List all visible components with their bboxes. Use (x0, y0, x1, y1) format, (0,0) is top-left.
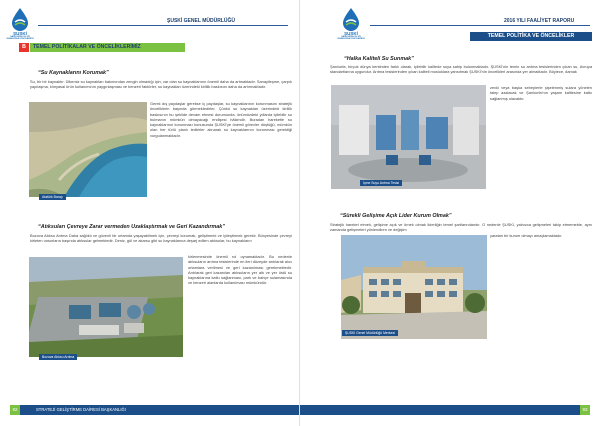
suski-logo-icon (340, 7, 362, 31)
logo-short-name: ŞUSKİ (13, 31, 27, 36)
headquarters-image (341, 235, 487, 339)
page-number: 93 (580, 405, 590, 415)
section-letter: B (19, 43, 29, 52)
treatment-plant-photo (28, 256, 184, 358)
article-body: kirlenmesinde önemli rol oynamaktadır. Bu nedenle atıksuların arıtma tesislerinde en ileri düzeyde arıtılarak alıcı ortamlara verilmesi ve geri kazanılması gerekmektedir. Arıtılarak geri kazanılan atıksuların yer altı ve yer üstü su kaynaklarına katkı sağlanması, park ve bahçe sulamasında ve benzeri alanlarda kullanılması mümkündür. (188, 254, 292, 286)
logo-short-name: ŞUSKİ (344, 31, 358, 36)
headquarters-photo (340, 234, 488, 340)
dam-photo (28, 101, 148, 198)
article-intro: Şanlıurfa, birçok dünya kentinden farklı olarak, içilebilir kalitede suya sahip bulunmaktadır. ŞUSKİ'nin temin su arıtma tesislerinden çıkan su, Avrupa standartlarına uygundur. Arıtma tesislerinden çıkan kaliteli musluklara yansıtmak ŞUSKİ'nin öncelikleri arasında yer almaktadır. Böylece, damak (330, 64, 592, 75)
page-number: 92 (10, 405, 20, 415)
header-rule (38, 25, 288, 26)
water-plant-image (331, 85, 486, 189)
article-intro: Bozova Atıksu Arıtma Daha sağlıklı ve güvenli bir ortamda yaşayabilmek için, çevreyi korumak, geliştirmek ve iyileştirmek gerekir. Bünyesinde çevreyi kirleten unsurların başında atıksular gelmektedir. Deniz, göl ve akarsu gibi su kaynaklarına deşarj edilen atıksular, bu kaynakların (30, 233, 292, 244)
logo-full-name: ŞANLIURFA SU VE KANALİZASYON İDARESİ (6, 36, 34, 40)
footer-text: STRATEJİ GELİŞTİRME DAİRESİ BAŞKANLIĞI (36, 407, 126, 412)
right-page (300, 0, 600, 426)
photo-caption: Atatürk Barajı (39, 194, 66, 200)
logo-full-name: ŞANLIURFA SU VE KANALİZASYON İDARESİ (337, 36, 365, 40)
article-heading: “Sürekli Gelişime Açık Lider Kurum Olmak” (340, 213, 452, 219)
article-heading: “Su Kaynaklarını Korumak” (38, 70, 109, 76)
treatment-plant-image (29, 257, 183, 357)
article-body: zevki veya başka sebeplerle şişelenmiş sulara yönelen talep azalacak ve Şanlıurfa'nın yaşam kalitesine katkı sağlanmış olacaktır. (490, 85, 592, 101)
photo-caption: İçme Suyu Arıtma Tesisi (360, 180, 402, 186)
dam-photo-image (29, 102, 147, 197)
article-intro: Stratejik hareket etmek, gelişime açık ve örnek olmak liderliğin temel şartlarındandır. O nedenle ŞUSKİ, yalnızca gelişmeleri takip etmemekte, aynı zamanda gelişmeleri yönlendiren ve değişim (330, 222, 592, 233)
photo-caption: Bozova Atıksu Arıtma (39, 354, 77, 360)
article-intro: Su, bir bir kaynaktır. Ülkemiz su kaynakları bakımından zengin olmadığı için, var olan su kaynaklarının önemli daha da artmaktadır. Sanayileşme, çarpık yapılaşma, kimyasal ürün kullanımının yaygınlaşması ve benzeri faktörler, su kaynakları üzerindeki kirlilik baskısını daha da artırmaktadır. (30, 79, 292, 90)
water-plant-photo (330, 84, 487, 190)
article-heading: “Halka Kaliteli Su Sunmak” (344, 56, 414, 62)
photo-caption: ŞUSKİ Genel Müdürlüğü Merkezi (342, 330, 398, 336)
section-title: TEMEL POLİTİKA VE ÖNCELİKLER (470, 32, 592, 41)
article-body: yaratan bir kurum olmayı amaçlamaktadır. (490, 233, 563, 238)
article-body: Gerek dış paydaşlar gerekse iç paydaşlar, su kaynaklarının korunmasını stratejik önceliklerin başında görmektedirler. Çünkü su kaynakları üzerindeki kirlilik baskısının bu şekilde devam etmesi durumunda, önümüzdeki yıllarda içilebilir su bulmanın mümkün olmayacağı endişesi hâkimdir. Buradan hareketle su kaynaklarının korunması konusunda ŞUSKİ'ye önemli görevler düştüğü, mümkün olan her türlü planlı tedbirler alınarak su kaynaklarının korunması gerektiği vurgulanmaktadır. (150, 101, 292, 138)
header-title: 2016 YILI FAALİYET RAPORU (504, 18, 575, 24)
suski-logo-icon (9, 7, 31, 31)
header-rule (370, 25, 590, 26)
section-title: TEMEL POLİTİKALAR VE ÖNCELİKLERİMİZ (30, 43, 185, 52)
article-heading: “Atıksuları Çevreye Zarar vermeden Uzaklaştırmak ve Geri Kazandırmak” (38, 224, 225, 230)
header-title: ŞUSKİ GENEL MÜDÜRLÜĞÜ (167, 18, 235, 24)
footer-bar (300, 405, 580, 415)
